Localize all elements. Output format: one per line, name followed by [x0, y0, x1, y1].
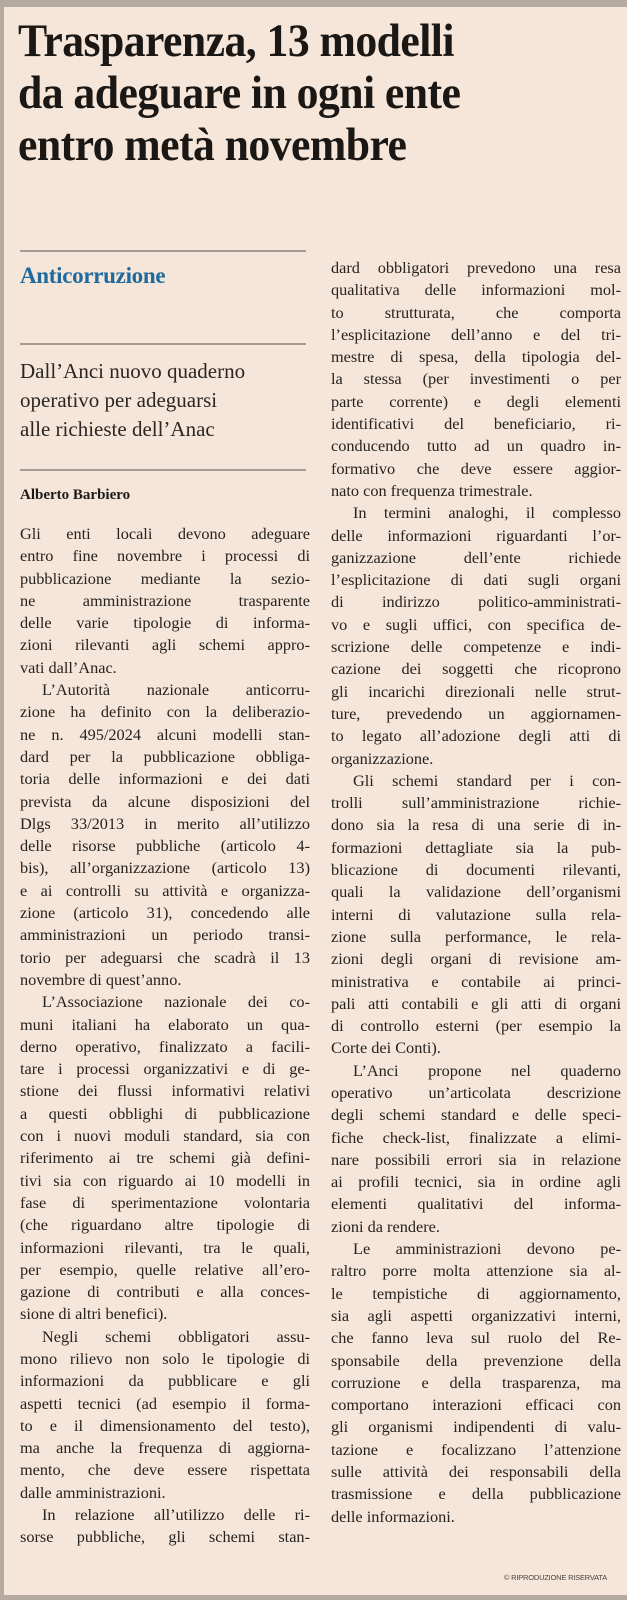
body-text-line: dard obbligatori prevedono una resa	[331, 258, 621, 277]
subheadline-line: alle richieste dell’Anac	[20, 417, 215, 441]
body-text-line: In relazione all’utilizzo delle ri-	[42, 1505, 310, 1525]
body-text-line: torio per adeguarsi che scadrà il 13	[20, 947, 310, 967]
body-text-line: aspetti tecnici (ad esempio il forma-	[20, 1393, 310, 1413]
body-text-line: degli schemi standard e delle speci-	[331, 1105, 621, 1125]
body-text-line: organizzazione.	[331, 748, 434, 768]
body-text-line: mestre di spesa, della tipologia del-	[331, 347, 621, 367]
body-text-line: amministrazioni un periodo transi-	[20, 925, 310, 945]
headline-line: da adeguare in ogni ente	[18, 67, 461, 119]
body-text-line: Corte dei Conti).	[331, 1038, 441, 1058]
body-text-line: entro fine novembre i processi di	[20, 546, 310, 566]
body-text-line: mento, che deve essere rispettata	[20, 1460, 310, 1480]
body-text-line: raltro porre molta attenzione sia al-	[331, 1261, 621, 1281]
body-text-line: (che riguardano altre tipologie di	[20, 1215, 310, 1235]
body-text-line: mono rilievo non solo le tipologie di	[20, 1348, 310, 1368]
body-text-line: interni di valutazione sulla rela-	[331, 904, 621, 924]
body-text-line: delle informazioni.	[331, 1506, 455, 1526]
body-text-line: sia agli aspetti organizzativi interni,	[331, 1305, 621, 1325]
body-text-line: fase di sperimentazione volontaria	[20, 1192, 310, 1212]
body-text-line: nare possibili errori sia in relazione	[331, 1149, 621, 1169]
divider-middle	[20, 343, 306, 345]
body-text-line: muni italiani ha elaborato un qua-	[20, 1014, 310, 1034]
subheadline-line: operativo per adeguarsi	[20, 388, 218, 412]
body-text-line: bis), all’organizzazione (articolo 13)	[20, 858, 310, 878]
body-text-line: L’Associazione nazionale dei co-	[42, 992, 310, 1012]
body-text-line: ne amministrazione trasparente	[20, 590, 310, 610]
body-text-line: to strutturata, che comporta	[331, 302, 621, 322]
article-page	[4, 7, 627, 1595]
subheadline-line: Dall’Anci nuovo quaderno	[20, 359, 246, 383]
body-text-line: zioni rilevanti agli schemi appro-	[20, 635, 310, 655]
body-text-line: elementi qualitativi del informa-	[331, 1194, 621, 1214]
body-text-line: tivi sia con riguardo ai 10 modelli in	[20, 1170, 310, 1190]
body-text-line: nato con frequenza trimestrale.	[331, 480, 533, 500]
body-text-line: vati dall’Anac.	[20, 657, 117, 677]
body-text-line: l’esplicitazione dell’anno e del tri-	[331, 324, 621, 344]
body-text-line: formazioni dettagliate sia la pub-	[331, 837, 621, 857]
body-text-line: ministrativa e contabile ai princi-	[331, 971, 621, 991]
body-text-line: derno operativo, finalizzato a facili-	[20, 1036, 310, 1056]
body-text-line: parte corrente) e degli elementi	[331, 391, 621, 411]
body-column-left	[20, 523, 310, 1549]
body-text-line: In termini analoghi, il complesso	[353, 503, 621, 523]
body-text-line: zioni da rendere.	[331, 1216, 440, 1236]
body-text-line: L’Autorità nazionale anticorru-	[42, 680, 310, 700]
body-text-line: tazione e focalizzano l’attenzione	[331, 1439, 621, 1459]
divider-top	[20, 250, 306, 252]
body-text-line: ganizzazione dell’ente richiede	[331, 547, 621, 567]
headline-line: entro metà novembre	[18, 119, 407, 171]
body-text-line: operativo un’articolata descrizione	[331, 1082, 621, 1102]
body-text-line: informazioni da pubblicare e gli	[20, 1371, 310, 1391]
body-text-line: la stessa (per investimenti o per	[331, 369, 621, 389]
body-text-line: trasmissione e della pubblicazione	[331, 1484, 621, 1504]
divider-bottom	[20, 469, 306, 471]
body-text-line: corruzione e della trasparenza, ma	[331, 1372, 621, 1392]
body-text-line: L’Anci propone nel quaderno	[353, 1060, 621, 1080]
body-text-line: Le amministrazioni devono pe-	[353, 1239, 621, 1259]
body-text-line: ai profili tecnici, sia in ordine agli	[331, 1172, 621, 1192]
body-text-line: prevista da alcune disposizioni del	[20, 791, 310, 811]
body-text-line: fiche check-list, finalizzate a elimi-	[331, 1127, 621, 1147]
body-text-line: l’esplicitazione di dati sugli organi	[331, 570, 621, 590]
body-text-line: ma anche la frequenza di aggiorna-	[20, 1438, 310, 1458]
body-text-line: conducendo tutto ad un quadro in-	[331, 436, 621, 456]
body-text-line: scrizione delle competenze e indi-	[331, 637, 621, 657]
body-text-line: per esempio, quelle relative all’ero-	[20, 1259, 310, 1279]
body-text-line: blicazione di documenti rilevanti,	[331, 860, 621, 880]
body-text-line: toria delle informazioni e dei dati	[20, 769, 310, 789]
body-text-line: sponsabile della prevenzione della	[331, 1350, 621, 1370]
body-text-line: ne n. 495/2024 alcuni modelli stan-	[20, 724, 310, 744]
body-text-line: stione dei flussi informativi relativi	[20, 1081, 310, 1101]
body-text-line: formativo che deve essere aggior-	[331, 458, 621, 478]
body-text-line: gli organismi indipendenti di valu-	[331, 1417, 621, 1437]
headline-line: Trasparenza, 13 modelli	[18, 15, 454, 67]
body-text-line: to legato all’adozione degli atti di	[331, 726, 621, 746]
body-text-line: ture, prevedendo un aggiornamen-	[331, 703, 621, 723]
body-text-line: Gli enti locali devono adeguare	[20, 524, 310, 543]
body-text-line: a questi obblighi di pubblicazione	[20, 1103, 310, 1123]
body-text-line: pubblicazione mediante la sezio-	[20, 568, 310, 588]
section-kicker: Anticorruzione	[20, 263, 166, 288]
body-text-line: con i nuovi moduli standard, sia con	[20, 1126, 310, 1146]
body-text-line: di indirizzo politico-amministrati-	[331, 592, 621, 612]
body-text-line: delle varie tipologie di informa-	[20, 613, 310, 633]
body-text-line: gazione di contributi e alla conces-	[20, 1282, 310, 1302]
body-text-line: delle informazioni riguardanti l’or-	[331, 525, 621, 545]
body-text-line: qualitativa delle informazioni mol-	[331, 280, 621, 300]
body-text-line: sione di altri benefici).	[20, 1304, 168, 1324]
body-text-line: zione (articolo 31), concedendo alle	[20, 903, 310, 923]
body-text-line: le tempistiche di aggiornamento,	[331, 1283, 621, 1303]
body-text-line: sorse pubbliche, gli schemi stan-	[20, 1527, 310, 1547]
body-text-line: to e il dimensionamento del testo),	[20, 1415, 310, 1435]
body-text-line: comportano interazioni efficaci con	[331, 1395, 621, 1415]
body-text-line: che fanno leva sul ruolo del Re-	[331, 1328, 621, 1348]
body-text-line: sulle attività dei responsabili della	[331, 1462, 621, 1482]
body-text-line: vo e sugli uffici, con specifica de-	[331, 614, 621, 634]
body-text-line: cazione dei soggetti che ricoprono	[331, 659, 621, 679]
body-text-line: zioni degli organi di revisione am-	[331, 949, 621, 969]
body-text-line: di controllo esterni (per esempio la	[331, 1016, 621, 1036]
body-text-line: zione sulla performance, le rela-	[331, 926, 621, 946]
body-text-line: quali la validazione dell’organismi	[331, 882, 621, 902]
body-text-line: Dlgs 33/2013 in merito all’utilizzo	[20, 813, 310, 833]
body-text-line: trolli sull’amministrazione richie-	[331, 793, 621, 813]
headline	[18, 15, 576, 171]
body-text-line: Negli schemi obbligatori assu-	[42, 1326, 310, 1346]
body-text-line: pali atti contabili e gli atti di organi	[331, 993, 621, 1013]
body-text-line: Gli schemi standard per i con-	[353, 770, 621, 790]
body-text-line: identificativi del beneficiario, ri-	[331, 414, 621, 434]
subheadline	[20, 357, 305, 444]
body-text-line: informazioni rilevanti, tra le quali,	[20, 1237, 310, 1257]
body-text-line: gli incarichi direzionali nelle strut-	[331, 681, 621, 701]
body-column-right	[331, 257, 621, 1528]
body-text-line: riferimento ai tre schemi già defini-	[20, 1148, 310, 1168]
body-text-line: tare i processi organizzativi e di ge-	[20, 1059, 310, 1079]
body-text-line: dono sia la resa di una serie di in-	[331, 815, 621, 835]
copyright-notice: © RIPRODUZIONE RISERVATA	[503, 1573, 607, 1582]
author-byline: Alberto Barbiero	[20, 487, 131, 503]
body-text-line: e ai controlli su attività e organizza-	[20, 880, 310, 900]
body-text-line: novembre di quest’anno.	[20, 969, 182, 989]
body-text-line: delle risorse pubbliche (articolo 4-	[20, 836, 310, 856]
body-text-line: zione ha definito con la deliberazio-	[20, 702, 310, 722]
body-text-line: dalle amministrazioni.	[20, 1482, 166, 1502]
body-text-line: dard per la pubblicazione obbliga-	[20, 746, 310, 766]
